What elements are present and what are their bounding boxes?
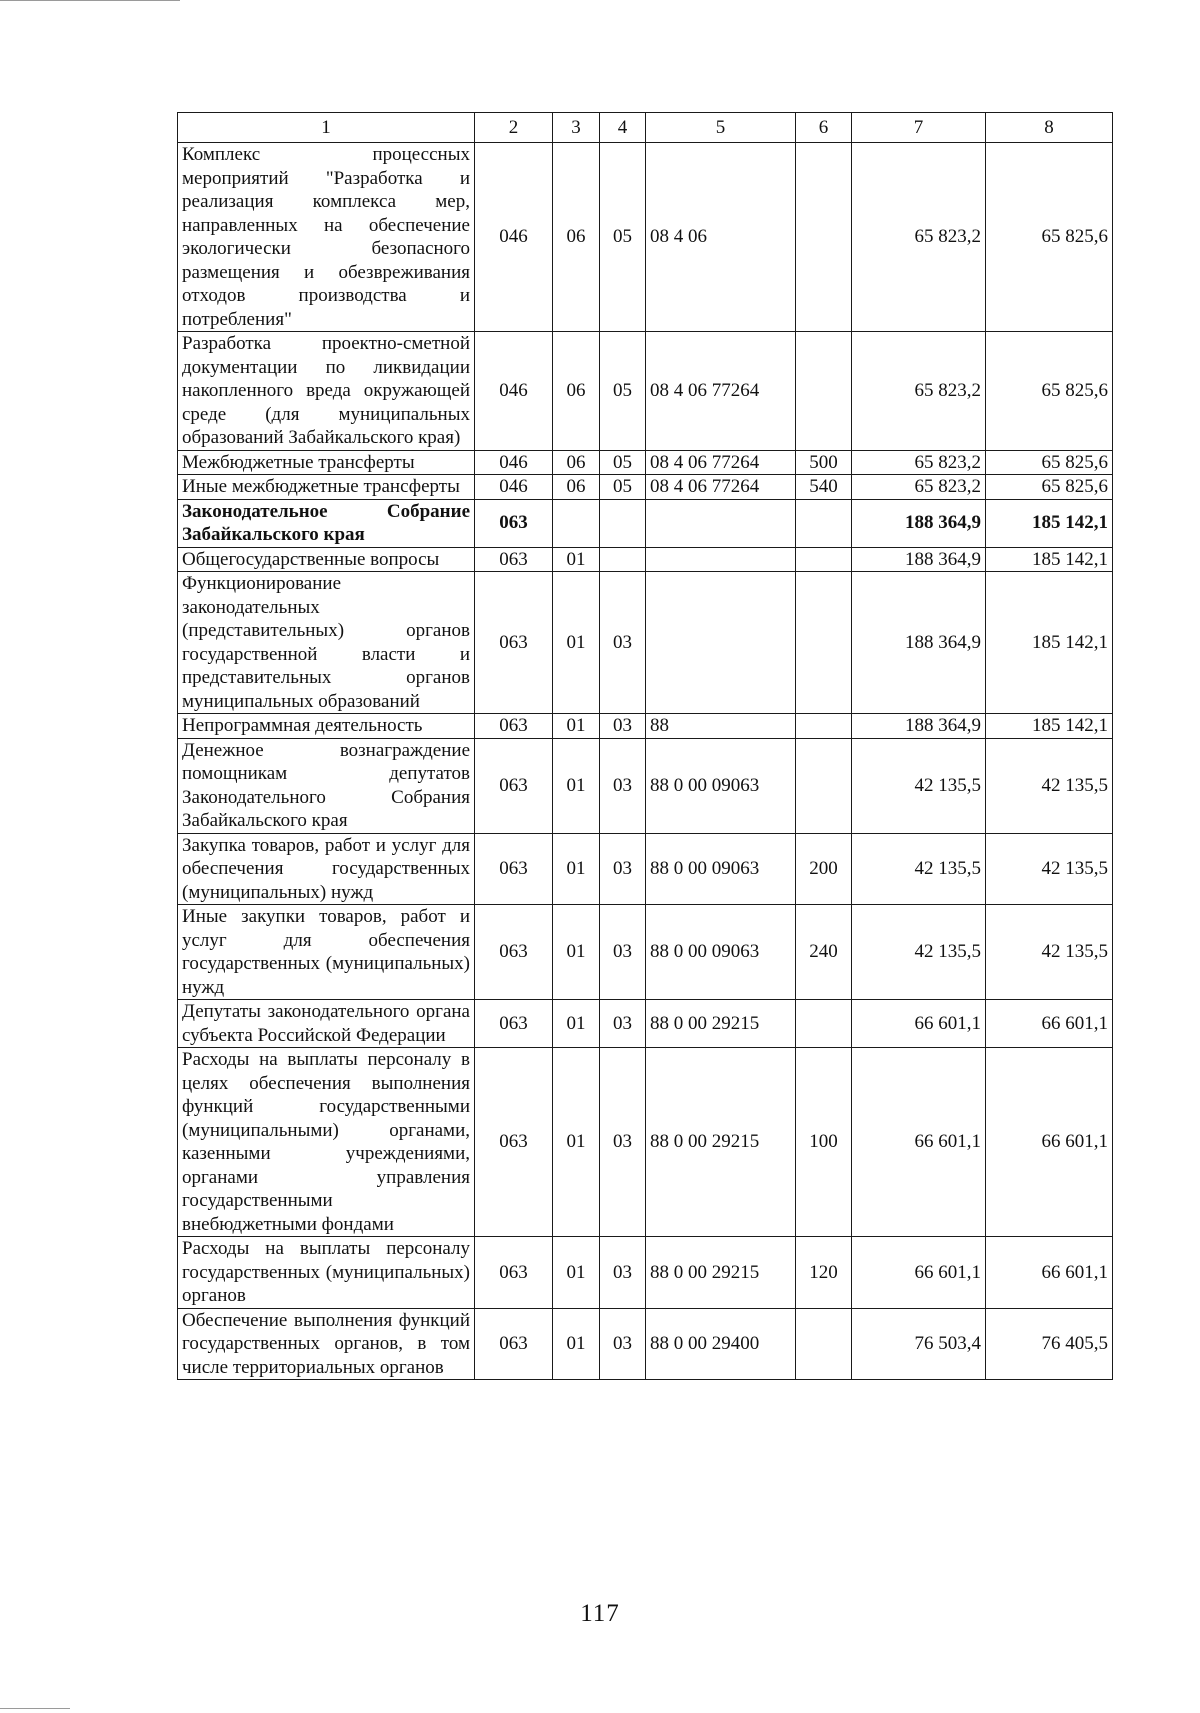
row-amount-year1-cell: 188 364,9 bbox=[852, 547, 986, 572]
table-row bbox=[178, 499, 1113, 547]
row-ministry-code-cell: 063 bbox=[475, 905, 553, 1000]
row-subsection-cell bbox=[600, 547, 646, 572]
header-cell-2: 2 bbox=[475, 113, 553, 143]
row-section-cell: 01 bbox=[553, 547, 600, 572]
row-ministry-code-cell: 046 bbox=[475, 475, 553, 500]
row-name-cell: Обеспечение выполнения функций государственных органов, в том числе территориальных органов bbox=[178, 1308, 475, 1380]
row-subsection-cell: 03 bbox=[600, 572, 646, 714]
row-ministry-code-cell: 063 bbox=[475, 1308, 553, 1380]
header-cell-1: 1 bbox=[178, 113, 475, 143]
row-amount-year1-cell: 42 135,5 bbox=[852, 905, 986, 1000]
row-target-article-cell: 08 4 06 77264 bbox=[646, 332, 796, 451]
row-name-cell: Иные закупки товаров, работ и услуг для обеспечения государственных (муниципальных) нужд bbox=[178, 905, 475, 1000]
row-amount-year1-cell: 66 601,1 bbox=[852, 1000, 986, 1048]
row-ministry-code-cell: 063 bbox=[475, 833, 553, 905]
row-amount-year1-cell: 65 823,2 bbox=[852, 475, 986, 500]
table-row bbox=[178, 143, 1113, 332]
row-subsection-cell: 03 bbox=[600, 905, 646, 1000]
row-amount-year2-cell: 185 142,1 bbox=[986, 714, 1113, 739]
row-target-article-cell: 08 4 06 77264 bbox=[646, 475, 796, 500]
row-target-article-cell: 88 0 00 29400 bbox=[646, 1308, 796, 1380]
header-cell-4: 4 bbox=[600, 113, 646, 143]
row-expense-type-cell: 240 bbox=[796, 905, 852, 1000]
scan-edge-bottom bbox=[0, 1708, 70, 1709]
row-section-cell: 06 bbox=[553, 143, 600, 332]
row-target-article-cell: 88 0 00 09063 bbox=[646, 905, 796, 1000]
row-expense-type-cell bbox=[796, 499, 852, 547]
row-name-cell: Комплекс процессных мероприятий "Разработка и реализация комплекса мер, направленных на обеспечение экологически безопасного размещения и обезвреживания отходов производства и потребления" bbox=[178, 143, 475, 332]
table-row bbox=[178, 332, 1113, 451]
table-row bbox=[178, 572, 1113, 714]
row-ministry-code-cell: 046 bbox=[475, 143, 553, 332]
row-target-article-cell: 88 bbox=[646, 714, 796, 739]
header-cell-8: 8 bbox=[986, 113, 1113, 143]
table-row bbox=[178, 475, 1113, 500]
row-expense-type-cell bbox=[796, 143, 852, 332]
row-expense-type-cell bbox=[796, 738, 852, 833]
row-ministry-code-cell: 063 bbox=[475, 1237, 553, 1309]
row-expense-type-cell: 100 bbox=[796, 1048, 852, 1237]
row-subsection-cell bbox=[600, 499, 646, 547]
row-expense-type-cell bbox=[796, 332, 852, 451]
row-section-cell: 01 bbox=[553, 714, 600, 739]
row-section-cell: 01 bbox=[553, 1000, 600, 1048]
row-ministry-code-cell: 063 bbox=[475, 547, 553, 572]
row-section-cell bbox=[553, 499, 600, 547]
row-section-cell: 01 bbox=[553, 572, 600, 714]
row-target-article-cell: 88 0 00 29215 bbox=[646, 1048, 796, 1237]
row-amount-year1-cell: 65 823,2 bbox=[852, 450, 986, 475]
row-ministry-code-cell: 063 bbox=[475, 572, 553, 714]
row-subsection-cell: 03 bbox=[600, 1000, 646, 1048]
row-name-cell: Непрограммная деятельность bbox=[178, 714, 475, 739]
row-amount-year2-cell: 65 825,6 bbox=[986, 475, 1113, 500]
row-target-article-cell: 08 4 06 bbox=[646, 143, 796, 332]
row-amount-year1-cell: 66 601,1 bbox=[852, 1048, 986, 1237]
row-expense-type-cell bbox=[796, 572, 852, 714]
row-subsection-cell: 03 bbox=[600, 1308, 646, 1380]
row-amount-year2-cell: 42 135,5 bbox=[986, 833, 1113, 905]
page-number: 117 bbox=[580, 1600, 620, 1627]
row-name-cell: Расходы на выплаты персоналу государственных (муниципальных) органов bbox=[178, 1237, 475, 1309]
row-subsection-cell: 03 bbox=[600, 1048, 646, 1237]
table-row bbox=[178, 1048, 1113, 1237]
row-section-cell: 01 bbox=[553, 905, 600, 1000]
row-amount-year2-cell: 66 601,1 bbox=[986, 1048, 1113, 1237]
row-name-cell: Расходы на выплаты персоналу в целях обеспечения выполнения функций государственными (муниципальными) органами, казенными учреждениями, органами управления государственными внебюджетными фондами bbox=[178, 1048, 475, 1237]
row-name-cell: Функционирование законодательных (представительных) органов государственной власти и представительных органов муниципальных образований bbox=[178, 572, 475, 714]
row-expense-type-cell bbox=[796, 714, 852, 739]
row-name-cell: Иные межбюджетные трансферты bbox=[178, 475, 475, 500]
row-amount-year2-cell: 65 825,6 bbox=[986, 332, 1113, 451]
row-subsection-cell: 03 bbox=[600, 833, 646, 905]
row-target-article-cell bbox=[646, 499, 796, 547]
row-target-article-cell: 88 0 00 09063 bbox=[646, 833, 796, 905]
table-row bbox=[178, 738, 1113, 833]
row-amount-year1-cell: 42 135,5 bbox=[852, 833, 986, 905]
row-ministry-code-cell: 063 bbox=[475, 738, 553, 833]
row-subsection-cell: 05 bbox=[600, 143, 646, 332]
row-section-cell: 01 bbox=[553, 738, 600, 833]
row-subsection-cell: 03 bbox=[600, 1237, 646, 1309]
row-subsection-cell: 03 bbox=[600, 714, 646, 739]
row-ministry-code-cell: 046 bbox=[475, 450, 553, 475]
header-cell-6: 6 bbox=[796, 113, 852, 143]
table-row bbox=[178, 833, 1113, 905]
table-row bbox=[178, 1000, 1113, 1048]
row-amount-year1-cell: 65 823,2 bbox=[852, 332, 986, 451]
table-row bbox=[178, 547, 1113, 572]
row-subsection-cell: 05 bbox=[600, 450, 646, 475]
row-expense-type-cell: 500 bbox=[796, 450, 852, 475]
row-target-article-cell: 88 0 00 29215 bbox=[646, 1237, 796, 1309]
table-body bbox=[178, 143, 1113, 1380]
row-ministry-code-cell: 063 bbox=[475, 499, 553, 547]
row-amount-year2-cell: 185 142,1 bbox=[986, 547, 1113, 572]
row-amount-year1-cell: 188 364,9 bbox=[852, 714, 986, 739]
row-name-cell: Разработка проектно-сметной документации по ликвидации накопленного вреда окружающей среде (для муниципальных образований Забайкальского края) bbox=[178, 332, 475, 451]
row-expense-type-cell: 200 bbox=[796, 833, 852, 905]
row-amount-year1-cell: 188 364,9 bbox=[852, 572, 986, 714]
row-section-cell: 01 bbox=[553, 1308, 600, 1380]
header-cell-3: 3 bbox=[553, 113, 600, 143]
row-target-article-cell bbox=[646, 572, 796, 714]
row-section-cell: 06 bbox=[553, 475, 600, 500]
row-amount-year2-cell: 42 135,5 bbox=[986, 738, 1113, 833]
row-name-cell: Межбюджетные трансферты bbox=[178, 450, 475, 475]
row-ministry-code-cell: 063 bbox=[475, 1048, 553, 1237]
header-row bbox=[178, 113, 1113, 143]
row-amount-year1-cell: 76 503,4 bbox=[852, 1308, 986, 1380]
table-row bbox=[178, 1237, 1113, 1309]
row-amount-year1-cell: 65 823,2 bbox=[852, 143, 986, 332]
row-name-cell: Денежное вознаграждение помощникам депутатов Законодательного Собрания Забайкальского края bbox=[178, 738, 475, 833]
row-amount-year2-cell: 42 135,5 bbox=[986, 905, 1113, 1000]
table-row bbox=[178, 714, 1113, 739]
row-amount-year2-cell: 66 601,1 bbox=[986, 1000, 1113, 1048]
row-ministry-code-cell: 063 bbox=[475, 1000, 553, 1048]
row-expense-type-cell bbox=[796, 1308, 852, 1380]
budget-table bbox=[177, 112, 1113, 1380]
scan-edge-top bbox=[0, 0, 180, 1]
row-amount-year2-cell: 185 142,1 bbox=[986, 572, 1113, 714]
row-subsection-cell: 05 bbox=[600, 475, 646, 500]
table-row bbox=[178, 905, 1113, 1000]
row-ministry-code-cell: 046 bbox=[475, 332, 553, 451]
row-amount-year2-cell: 185 142,1 bbox=[986, 499, 1113, 547]
table-row bbox=[178, 450, 1113, 475]
row-amount-year2-cell: 65 825,6 bbox=[986, 450, 1113, 475]
row-expense-type-cell bbox=[796, 1000, 852, 1048]
row-section-cell: 06 bbox=[553, 332, 600, 451]
row-amount-year1-cell: 66 601,1 bbox=[852, 1237, 986, 1309]
row-amount-year2-cell: 76 405,5 bbox=[986, 1308, 1113, 1380]
row-amount-year1-cell: 42 135,5 bbox=[852, 738, 986, 833]
row-amount-year2-cell: 66 601,1 bbox=[986, 1237, 1113, 1309]
row-section-cell: 01 bbox=[553, 833, 600, 905]
row-name-cell: Общегосударственные вопросы bbox=[178, 547, 475, 572]
row-target-article-cell bbox=[646, 547, 796, 572]
row-name-cell: Закупка товаров, работ и услуг для обеспечения государственных (муниципальных) нужд bbox=[178, 833, 475, 905]
row-target-article-cell: 08 4 06 77264 bbox=[646, 450, 796, 475]
row-expense-type-cell bbox=[796, 547, 852, 572]
row-subsection-cell: 05 bbox=[600, 332, 646, 451]
header-cell-7: 7 bbox=[852, 113, 986, 143]
row-section-cell: 01 bbox=[553, 1048, 600, 1237]
header-cell-5: 5 bbox=[646, 113, 796, 143]
row-ministry-code-cell: 063 bbox=[475, 714, 553, 739]
row-name-cell: Законодательное Собрание Забайкальского края bbox=[178, 499, 475, 547]
row-amount-year1-cell: 188 364,9 bbox=[852, 499, 986, 547]
row-target-article-cell: 88 0 00 09063 bbox=[646, 738, 796, 833]
table-row bbox=[178, 1308, 1113, 1380]
row-amount-year2-cell: 65 825,6 bbox=[986, 143, 1113, 332]
row-expense-type-cell: 540 bbox=[796, 475, 852, 500]
row-name-cell: Депутаты законодательного органа субъекта Российской Федерации bbox=[178, 1000, 475, 1048]
row-section-cell: 01 bbox=[553, 1237, 600, 1309]
row-expense-type-cell: 120 bbox=[796, 1237, 852, 1309]
row-section-cell: 06 bbox=[553, 450, 600, 475]
row-target-article-cell: 88 0 00 29215 bbox=[646, 1000, 796, 1048]
row-subsection-cell: 03 bbox=[600, 738, 646, 833]
